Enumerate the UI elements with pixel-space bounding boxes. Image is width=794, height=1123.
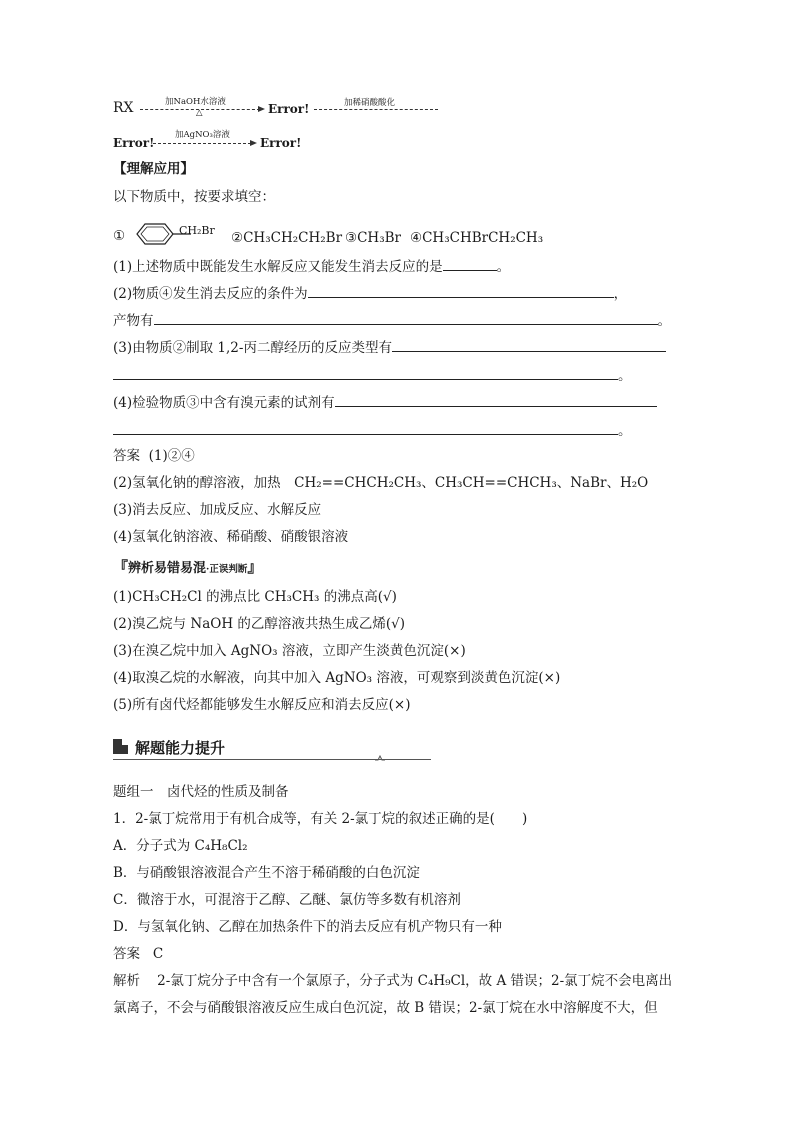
question-2-text: (2)物质④发生消去反应的条件为	[113, 286, 308, 302]
scheme-error-1: Error!	[268, 102, 310, 116]
substance-2: ②CH₃CH₂CH₂Br	[231, 230, 343, 246]
scheme-arrow-3	[153, 143, 251, 144]
substance-1-group: CH₂Br	[179, 224, 215, 237]
judge-title: 『辨析易错易混·正误判断』	[113, 558, 263, 576]
question-4-end: 。	[618, 423, 632, 439]
judge-title-small: ·正误判断	[206, 564, 248, 575]
scheme-arrow-1	[140, 109, 260, 110]
scheme-rx: RX	[113, 100, 134, 116]
analysis-label: 解析	[113, 973, 140, 989]
answer-4: (4)氢氧化钠溶液、稀硝酸、硝酸银溶液	[113, 529, 349, 545]
question-1-end: 。	[496, 259, 511, 275]
scheme-step1-heat: △	[196, 108, 203, 118]
substance-1-label: ①	[113, 228, 126, 244]
group-title: 题组一 卤代烃的性质及制备	[113, 784, 289, 800]
scheme-step3-label: 加AgNO₃溶液	[175, 130, 230, 140]
substance-3: ③CH₃Br	[345, 230, 401, 246]
scheme-arrowhead-1	[258, 106, 265, 112]
section-title: 解题能力提升	[135, 739, 226, 757]
understand-intro: 以下物质中，按要求填空：	[113, 189, 275, 205]
question-1	[113, 256, 510, 277]
answer-1: (1)②④	[148, 448, 195, 464]
answer-blank-2a[interactable]	[308, 283, 614, 298]
option-b[interactable]: B．与硝酸银溶液混合产生不溶于稀硝酸的白色沉淀	[113, 865, 420, 881]
section-square-icon	[113, 739, 128, 754]
question-3-end: 。	[618, 368, 632, 384]
answer-blank-3a[interactable]	[392, 337, 666, 352]
question-4	[113, 392, 657, 413]
scheme-arrow-2	[314, 109, 438, 110]
answer-blank-4b[interactable]	[113, 420, 618, 435]
question-3	[113, 337, 666, 358]
scheme-error-2: Error!	[113, 136, 155, 150]
answer-blank-1[interactable]	[443, 256, 497, 271]
question-4-text: (4)检验物质③中含有溴元素的试剂有	[113, 395, 335, 411]
scheme-arrowhead-3	[250, 140, 257, 146]
answer-blank-2b[interactable]	[154, 310, 658, 325]
question-3-text: (3)由物质②制取 1,2-丙二醇经历的反应类型有	[113, 340, 392, 356]
judge-item-5: (5)所有卤代烃都能够发生水解反应和消去反应(×)	[113, 697, 411, 713]
question-2	[113, 283, 627, 304]
option-c[interactable]: C．微溶于水，可混溶于乙醇、乙醚、氯仿等多数有机溶剂	[113, 892, 461, 908]
question-2b-end: 。	[657, 313, 671, 329]
answer-blank-4a[interactable]	[335, 392, 657, 407]
judge-item-4: (4)取溴乙烷的水解液，向其中加入 AgNO₃ 溶液，可观察到淡黄色沉淀(×)	[113, 670, 561, 686]
question-4b	[113, 420, 632, 441]
answer-line-1	[113, 446, 195, 466]
section-rule-notch	[375, 755, 385, 761]
answer-blank-3b[interactable]	[113, 365, 618, 380]
question-3b	[113, 365, 632, 386]
question-answer	[113, 944, 163, 964]
judge-item-1: (1)CH₃CH₂Cl 的沸点比 CH₃CH₃ 的沸点高(√)	[113, 589, 397, 605]
section-header	[113, 735, 433, 763]
judge-item-3: (3)在溴乙烷中加入 AgNO₃ 溶液，立即产生淡黄色沉淀(×)	[113, 643, 466, 659]
answer-3: (3)消去反应、加成反应、水解反应	[113, 502, 322, 518]
judge-item-2: (2)溴乙烷与 NaOH 的乙醇溶液共热生成乙烯(√)	[113, 616, 406, 632]
analysis-text-1: 2-氯丁烷分子中含有一个氯原子，分子式为 C₄H₉Cl，故 A 错误；2-氯丁烷不会电离出	[157, 973, 673, 989]
scheme-step1-label: 加NaOH水溶液	[165, 97, 226, 107]
analysis-line-1	[113, 971, 672, 991]
question-stem: 1．2-氯丁烷常用于有机合成等，有关 2-氯丁烷的叙述正确的是( )	[113, 811, 528, 827]
answer-2: (2)氢氧化钠的醇溶液，加热 CH₂==CHCH₂CH₃、CH₃CH==CHCH₃、NaBr、H₂O	[113, 475, 649, 491]
question-answer-label: 答案	[113, 946, 140, 962]
question-2b	[113, 310, 671, 331]
question-1-text: (1)上述物质中既能发生水解反应又能发生消去反应的是	[113, 259, 443, 275]
scheme-step2-label: 加稀硝酸酸化	[344, 98, 396, 108]
question-2b-text: 产物有	[113, 313, 154, 329]
option-d[interactable]: D．与氢氧化钠、乙醇在加热条件下的消去反应有机产物只有一种	[113, 919, 502, 935]
judge-title-text: 辨析易错易混	[128, 561, 207, 576]
substances-row	[113, 221, 653, 251]
analysis-line-2: 氯离子，不会与硝酸银溶液反应生成白色沉淀，故 B 错误；2-氯丁烷在水中溶解度不大，但	[113, 1000, 658, 1016]
scheme-error-3: Error!	[260, 136, 302, 150]
answer-label: 答案	[113, 448, 140, 464]
question-answer-value: C	[152, 946, 164, 962]
understand-title: 【理解应用】	[113, 161, 194, 177]
option-a[interactable]: A．分子式为 C₄H₈Cl₂	[113, 838, 248, 854]
question-2-end: ，	[613, 286, 628, 302]
substance-4: ④CH₃CHBrCH₂CH₃	[410, 230, 544, 246]
